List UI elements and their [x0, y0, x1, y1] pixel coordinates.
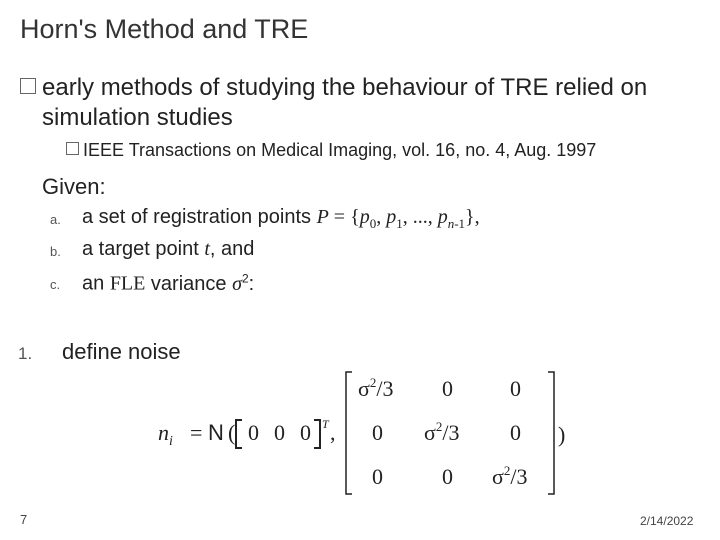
equation-lhs: $n_i$	[158, 420, 173, 449]
bullet-1-line-1: early methods of studying the behaviour of TRE relied on	[42, 74, 648, 101]
page-number: 7	[20, 512, 28, 527]
svg-text:(: (	[228, 420, 236, 445]
noise-equation	[150, 368, 570, 498]
cov-entry: 0	[442, 464, 453, 489]
mean-entry: 0	[300, 420, 311, 445]
list-label: b.	[50, 244, 61, 259]
svg-text:T: T	[322, 417, 329, 431]
slide-date: 2/14/2022	[640, 514, 694, 528]
list-item	[42, 206, 642, 234]
bullet-1	[20, 74, 647, 102]
step-text: define noise	[62, 339, 181, 364]
list-text: a target point	[82, 238, 205, 260]
mean-entry: 0	[274, 420, 285, 445]
sub-bullet-text: IEEE Transactions on Medical Imaging, vol. 16, no. 4, Aug. 1997	[83, 140, 597, 160]
cov-entry: $\sigma^2/3$	[358, 375, 394, 401]
list-math: t	[204, 238, 210, 260]
slide-title: Horn's Method and TRE	[20, 14, 309, 44]
cov-entry: 0	[442, 376, 453, 401]
cov-entry: $\sigma^2/3$	[492, 463, 528, 489]
list-text: a set of registration points	[82, 206, 317, 228]
normal-dist: N	[208, 420, 224, 445]
list-math: FLE	[109, 272, 146, 295]
cov-left-bracket	[346, 372, 352, 494]
bullet-box-icon	[20, 78, 36, 94]
svg-text:,: ,	[330, 420, 336, 445]
step-number: 1.	[18, 344, 33, 363]
bullet-box-icon	[66, 142, 79, 155]
cov-entry: 0	[372, 464, 383, 489]
list-text: variance $\sigma^2$:	[145, 271, 255, 295]
mean-entry: 0	[248, 420, 259, 445]
cov-entry: 0	[510, 376, 521, 401]
sub-bullet	[66, 140, 596, 161]
list-item	[42, 271, 642, 299]
svg-text:): )	[558, 422, 566, 447]
cov-entry: $\sigma^2/3$	[424, 419, 460, 445]
list-math: $P = \{p_0$, $p_1$, ..., $p_{n-1}$},	[316, 206, 480, 231]
list-label: a.	[50, 212, 61, 227]
equals-sign: =	[190, 420, 203, 445]
bullet-1-line-2: simulation studies	[42, 104, 233, 131]
mean-right-bracket	[314, 420, 320, 448]
list-item: b. a target point t, and	[50, 238, 255, 260]
list-text: an	[82, 272, 110, 295]
list-label: c.	[50, 277, 61, 292]
cov-right-bracket	[548, 372, 554, 494]
given-heading: Given:	[42, 174, 106, 199]
mean-left-bracket	[236, 420, 242, 448]
cov-entry: 0	[510, 420, 521, 445]
cov-entry: 0	[372, 420, 383, 445]
